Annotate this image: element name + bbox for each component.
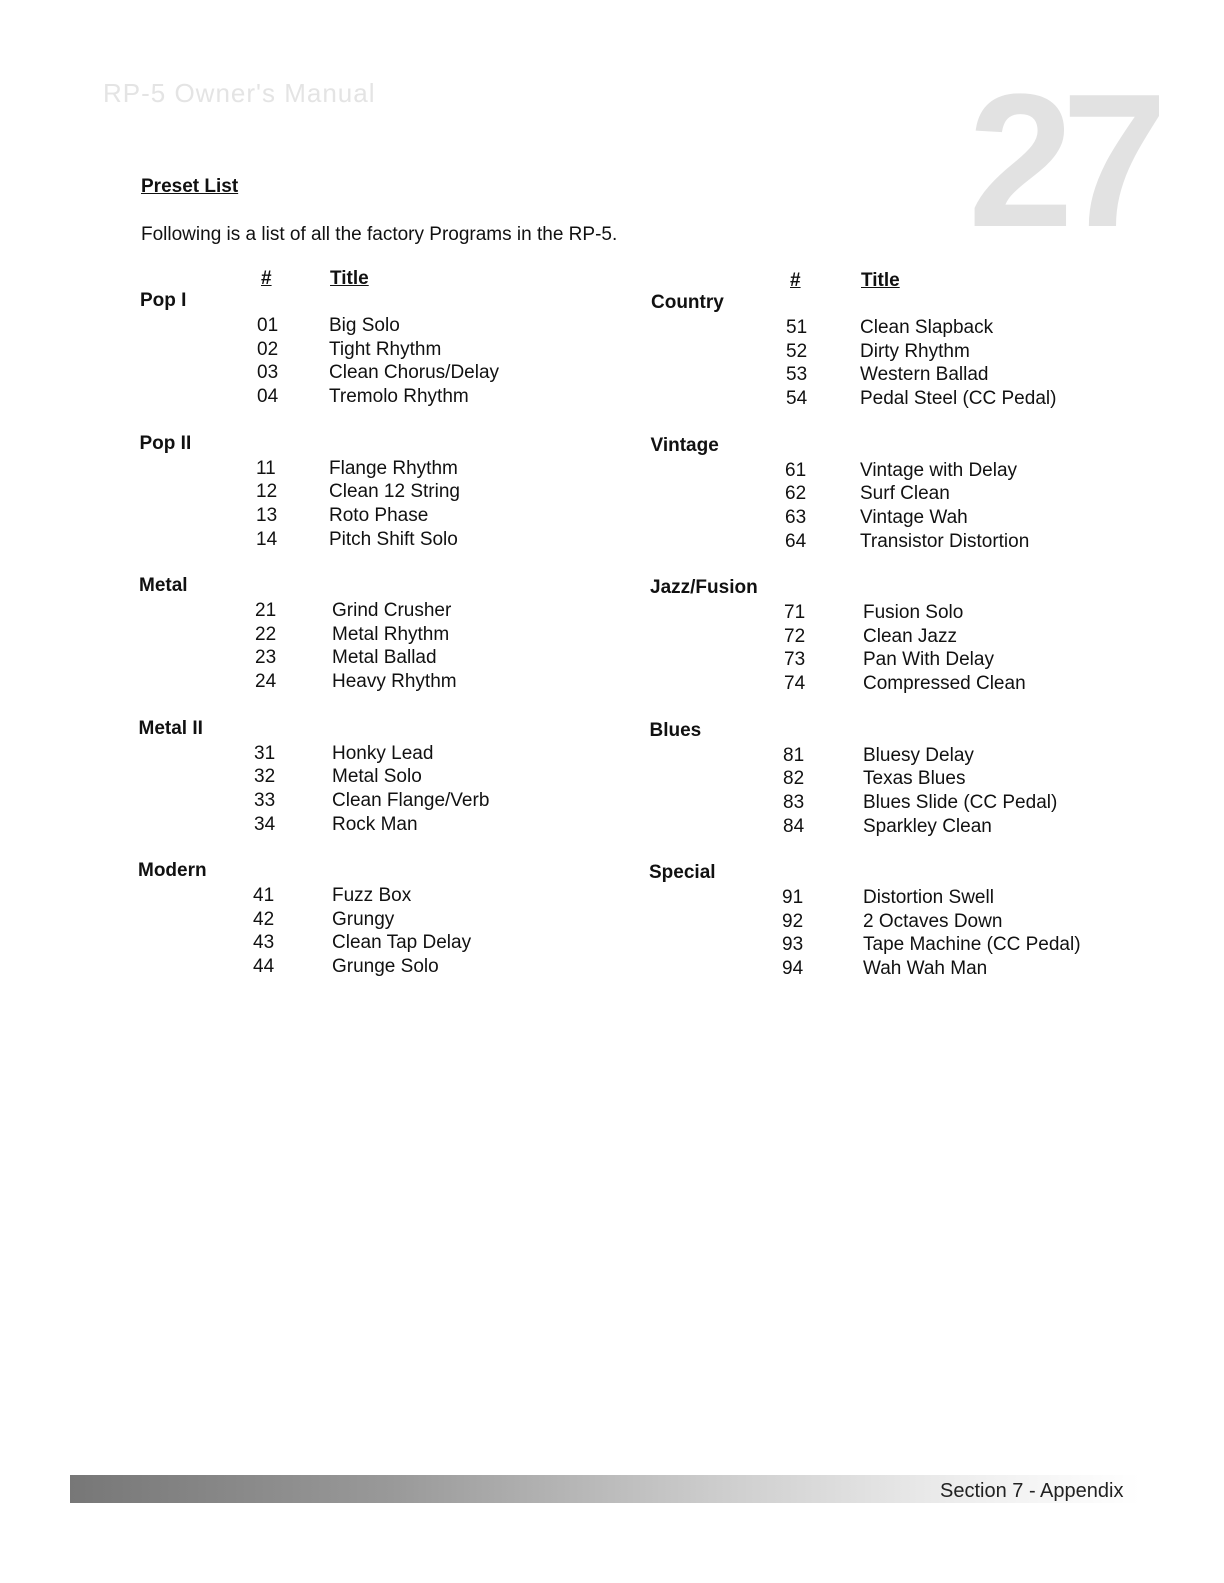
preset-title: Wah Wah Man	[863, 958, 988, 980]
section-heading: Preset List	[141, 176, 239, 197]
category-label: Pop I	[140, 290, 187, 311]
preset-number: 82	[783, 768, 805, 790]
preset-title: Pedal Steel (CC Pedal)	[860, 388, 1057, 410]
preset-title: Bluesy Delay	[863, 744, 974, 766]
preset-title: Clean Jazz	[863, 625, 957, 647]
preset-number: 23	[255, 647, 277, 669]
preset-number: 72	[784, 625, 806, 647]
preset-number: 74	[784, 673, 806, 695]
preset-title: Rock Man	[332, 813, 418, 835]
category-label: Special	[649, 862, 716, 883]
preset-title: Fuzz Box	[332, 885, 412, 906]
title-column-header: Title	[330, 268, 369, 289]
category-label: Country	[651, 292, 724, 313]
preset-title: Tight Rhythm	[329, 338, 442, 360]
category-label: Blues	[649, 719, 702, 741]
category-label: Pop II	[139, 432, 192, 454]
preset-number: 73	[784, 649, 806, 671]
preset-number: 54	[786, 388, 808, 410]
number-column-header: #	[790, 270, 801, 291]
preset-title: Heavy Rhythm	[332, 671, 457, 693]
preset-number: 21	[255, 600, 277, 621]
preset-title: Metal Rhythm	[332, 623, 450, 645]
preset-title: Transistor Distortion	[860, 530, 1030, 552]
preset-number: 81	[783, 744, 805, 766]
footer-section-label: Section 7 - Appendix	[940, 1480, 1124, 1502]
preset-title: Vintage Wah	[860, 506, 968, 528]
preset-title: Blues Slide (CC Pedal)	[863, 791, 1058, 813]
preset-number: 91	[782, 887, 804, 908]
preset-number: 62	[785, 483, 807, 505]
preset-number: 63	[785, 506, 807, 528]
preset-title: Metal Solo	[332, 766, 422, 788]
preset-number: 31	[254, 742, 276, 764]
preset-title: Pitch Shift Solo	[329, 528, 458, 550]
preset-title: Distortion Swell	[863, 887, 994, 908]
preset-title: 2 Octaves Down	[863, 910, 1003, 932]
preset-number: 71	[784, 602, 806, 623]
preset-title: Fusion Solo	[863, 602, 964, 623]
preset-number: 93	[782, 934, 804, 956]
intro-text: Following is a list of all the factory Programs in the RP-5.	[141, 224, 618, 245]
manual-title-header: RP-5 Owner's Manual	[103, 78, 376, 108]
preset-number: 51	[786, 317, 808, 338]
preset-title: Pan With Delay	[863, 649, 994, 671]
preset-number: 34	[254, 813, 276, 835]
preset-title: Western Ballad	[860, 364, 989, 386]
preset-title: Tremolo Rhythm	[329, 386, 469, 408]
category-label: Metal	[139, 575, 188, 596]
preset-number: 64	[785, 530, 807, 552]
preset-title: Clean Chorus/Delay	[329, 362, 500, 384]
category-label: Jazz/Fusion	[650, 577, 758, 598]
preset-number: 02	[257, 338, 279, 360]
preset-number: 12	[256, 481, 278, 503]
preset-number: 01	[257, 315, 279, 336]
preset-number: 32	[254, 766, 276, 788]
preset-title: Metal Ballad	[332, 647, 437, 669]
preset-title: Flange Rhythm	[329, 457, 458, 479]
preset-title: Grunge Solo	[332, 956, 439, 978]
preset-title: Grungy	[332, 908, 395, 930]
title-column-header: Title	[861, 270, 900, 291]
preset-number: 04	[257, 386, 279, 408]
category-label: Vintage	[650, 434, 719, 456]
preset-title: Roto Phase	[329, 504, 429, 526]
preset-number: 83	[783, 791, 805, 813]
preset-title: Honky Lead	[332, 742, 434, 764]
preset-number: 14	[256, 528, 278, 550]
preset-title: Clean Tap Delay	[332, 932, 472, 954]
preset-number: 61	[785, 459, 807, 481]
preset-number: 43	[253, 932, 275, 954]
preset-title: Big Solo	[329, 315, 400, 336]
preset-number: 84	[783, 815, 805, 837]
preset-title: Clean 12 String	[329, 481, 460, 503]
preset-title: Compressed Clean	[863, 673, 1026, 695]
preset-number: 22	[255, 623, 277, 645]
preset-title: Surf Clean	[860, 483, 950, 505]
preset-number: 92	[782, 910, 804, 932]
preset-number: 52	[786, 340, 808, 362]
preset-number: 53	[786, 364, 808, 386]
preset-title: Clean Flange/Verb	[332, 789, 490, 811]
preset-number: 03	[257, 362, 279, 384]
preset-title: Dirty Rhythm	[860, 340, 970, 362]
preset-number: 33	[254, 789, 276, 811]
preset-number: 11	[256, 457, 276, 479]
preset-title: Vintage with Delay	[860, 459, 1018, 481]
preset-title: Sparkley Clean	[863, 815, 992, 837]
preset-title: Texas Blues	[863, 768, 966, 790]
category-label: Metal II	[138, 717, 203, 739]
preset-number: 13	[256, 504, 278, 526]
preset-number: 41	[253, 885, 275, 906]
preset-title: Clean Slapback	[860, 317, 994, 338]
category-label: Modern	[138, 860, 207, 881]
number-column-header: #	[261, 268, 272, 289]
preset-number: 24	[255, 671, 277, 693]
preset-number: 42	[253, 908, 275, 930]
preset-number: 94	[782, 958, 804, 980]
preset-number: 44	[253, 956, 275, 978]
page-number: 27	[968, 55, 1156, 267]
preset-title: Tape Machine (CC Pedal)	[863, 934, 1081, 956]
preset-title: Grind Crusher	[332, 600, 452, 621]
